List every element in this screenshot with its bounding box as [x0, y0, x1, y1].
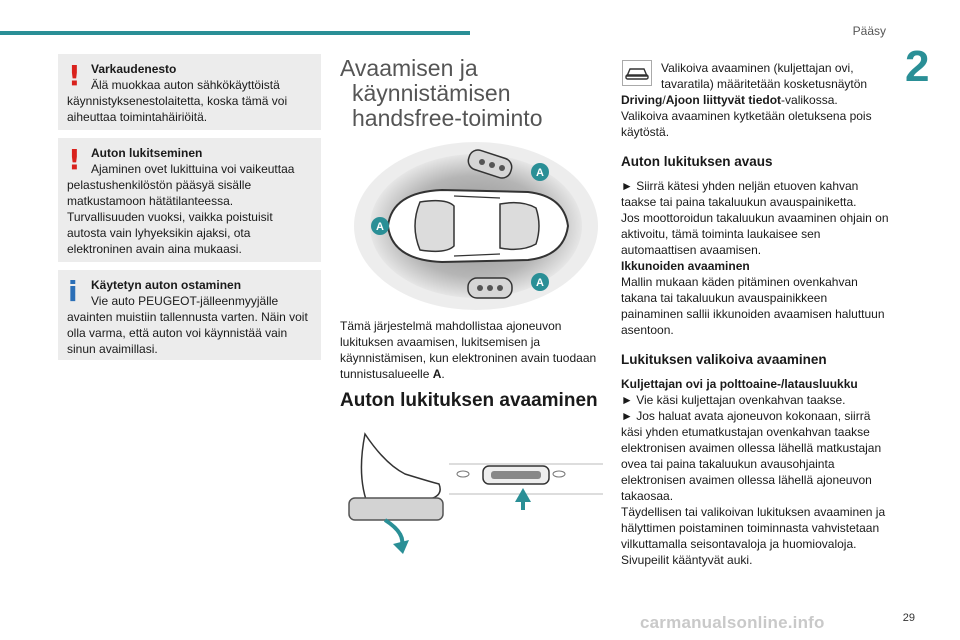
watermark: carmanualsonline.info: [640, 613, 825, 632]
selective-title: Kuljettajan ovi ja polttoaine-/latausluukku: [621, 377, 858, 391]
right-column: [621, 60, 889, 568]
door-handle-illustration: [345, 424, 605, 554]
chapter-number: 2: [905, 42, 930, 91]
intro-paragraph: Tämä järjestelmä mahdollistaa ajoneuvon lukituksen avaamisen, lukitsemisen ja käynnistämisen, kun elektroninen avain tuodaan tunnistusalueelle A.: [340, 319, 597, 381]
zone-label: A: [376, 221, 384, 233]
section-heading: Avaamisen ja käynnistämisen handsfree-toiminto: [340, 55, 543, 131]
key-fob-icon: [468, 278, 512, 298]
intro-default: Valikoiva avaaminen kytketään oletuksena pois käytöstä.: [621, 109, 872, 139]
windows-text: Mallin mukaan käden pitäminen ovenkahvan takana tai takaluukun avauspainikkeen painaminen sallii ikkunoiden avaamisen haluttuun asentoon.: [621, 275, 885, 337]
subheading-unlocking: Auton lukituksen avaaminen: [340, 390, 598, 411]
header-accent-bar: [0, 31, 470, 35]
box-text: Ajaminen ovet lukittuina voi vaikeuttaa pelastushenkilöstön pääsyä sisälle matkustamoon hätätilanteessa. Turvallisuuden vuoksi, vaikka poistuisit autosta vain lyhyeksikin ajaksi, ota elektroninen avain aina mukaasi.: [67, 162, 295, 256]
box-text: Älä muokkaa auton sähkökäyttöistä käynnistyksenestolaitetta, koska tämä voi aiheuttaa toimintahäiriöitä.: [67, 78, 288, 124]
section-name: Pääsy: [852, 24, 886, 38]
box-title: Auton lukitseminen: [91, 146, 203, 160]
selective-mirrors: Sivupeilit kääntyvät auki.: [621, 553, 753, 567]
heading-unlock: Auton lukituksen avaus: [621, 154, 773, 169]
detection-zone-diagram: [350, 140, 602, 312]
warning-icon: !: [68, 143, 81, 176]
selective-step: ► Jos haluat avata ajoneuvon kokonaan, siirrä käsi yhden etumatkustajan ovenkahvan taakse elektronisen avaimen ollessa lähellä matkustajan ovea tai paina takaluukun avausohjainta elektronisen avaimen ollessa lähellä ajoneuvon takaosaa.: [621, 409, 882, 503]
warning-icon: !: [68, 59, 81, 92]
box-text: Vie auto PEUGEOT-jälleenmyyjälle avainten muistiin tallennusta varten. Näin voit olla varma, että auton voi käynnistää vain sinun avaimillasi.: [67, 294, 308, 356]
box-title: Varkaudenesto: [91, 62, 177, 76]
intro-menu: Driving/Ajoon liittyvät tiedot-valikossa.: [621, 93, 838, 107]
zone-label: A: [536, 277, 544, 289]
selective-note: Täydellisen tai valikoivan lukituksen avaaminen ja hälyttimen poistaminen toiminnasta vahvistetaan vilkuttamalla seisontavaloja ja huomiovaloja.: [621, 505, 886, 551]
selective-step: ► Vie käsi kuljettajan ovenkahvan taakse.: [621, 393, 846, 407]
unlock-step: ► Siirrä kätesi yhden neljän etuoven kahvan taakse tai paina takaluukun avauspainiketta.: [621, 179, 859, 209]
warning-box-locking: [58, 138, 321, 262]
warning-box-theft: [58, 54, 321, 130]
heading-selective: Lukituksen valikoiva avaaminen: [621, 352, 827, 367]
car-topview-icon: [388, 190, 568, 262]
unlock-note: Jos moottoroidun takaluukun avaaminen ohjain on aktivoitu, tämä toiminta laukaisee sen automaattisen avaamisen.: [621, 211, 889, 257]
zone-label: A: [536, 167, 544, 179]
info-icon: i: [68, 275, 78, 308]
box-title: Käytetyn auton ostaminen: [91, 278, 242, 292]
intro-text: Valikoiva avaaminen (kuljettajan ovi, tavaratila) määritetään kosketusnäytön: [661, 61, 868, 91]
page-number: 29: [902, 612, 915, 624]
info-box-used-car: [58, 270, 321, 360]
windows-title: Ikkunoiden avaaminen: [621, 259, 750, 273]
